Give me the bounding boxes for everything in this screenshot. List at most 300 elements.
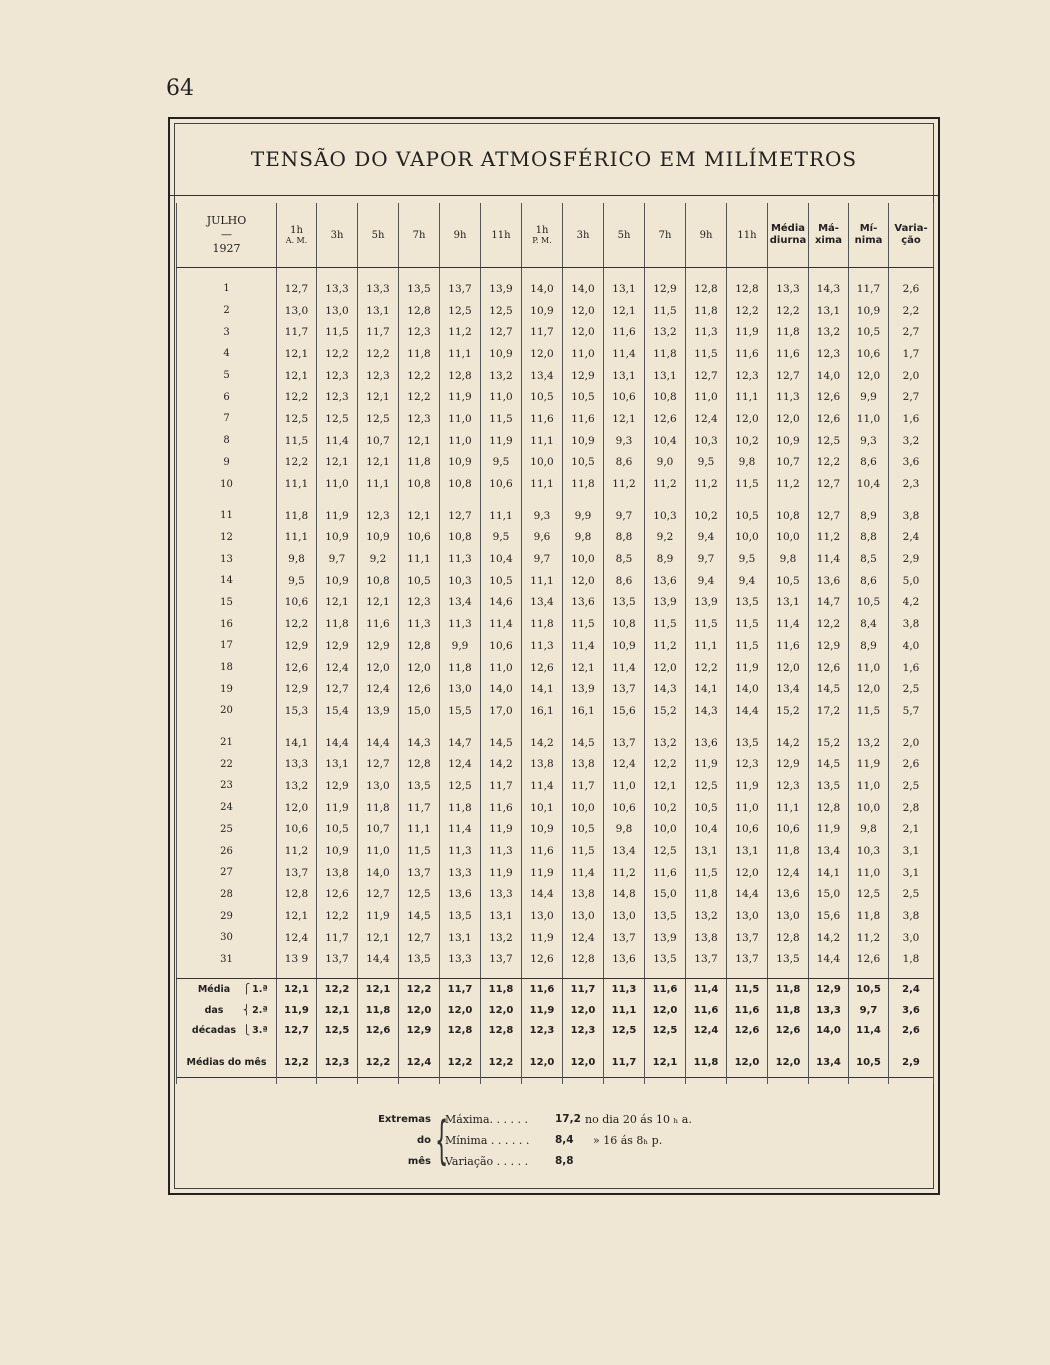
value-cell: 10,3 [645,505,686,527]
value-cell: 10,5 [849,592,889,614]
value-cell: 10,5 [768,570,809,592]
value-cell: 2,7 [889,386,934,408]
value-cell: 2,8 [889,797,934,819]
header-row [177,203,934,268]
day-cell: 26 [177,840,277,862]
value-cell: 10,2 [727,430,768,452]
value-cell: 9,7 [317,548,358,570]
value-cell: 12,0 [727,862,768,884]
value-cell: 11,5 [727,613,768,635]
value-cell: 12,6 [809,386,849,408]
value-cell: 14,4 [358,732,399,754]
table-row [177,775,934,797]
table-row [177,278,934,300]
value-cell: 12,1 [277,365,317,387]
spacer-cell [522,495,563,505]
decade-mean-value: 12,2 [399,979,440,1000]
spacer-cell [399,970,440,979]
decade-mean-value: 12,7 [277,1020,317,1041]
value-cell: 12,6 [849,949,889,971]
month-mean-value: 11,7 [604,1049,645,1078]
value-cell: 17,2 [809,700,849,722]
value-cell: 12,7 [809,505,849,527]
value-cell: 10,1 [522,797,563,819]
spacer-cell [768,268,809,279]
header-col-2 [358,203,399,268]
value-cell: 8,6 [849,570,889,592]
value-cell: 13,0 [358,775,399,797]
table-row [177,949,934,971]
value-cell: 10,9 [481,343,522,365]
value-cell: 12,0 [645,657,686,679]
value-cell: 13,3 [317,278,358,300]
value-cell: 12,5 [481,300,522,322]
spacer-cell [317,1077,358,1084]
value-cell: 5,7 [889,700,934,722]
value-cell: 13,7 [277,862,317,884]
spacer-cell [440,495,481,505]
table-row [177,700,934,722]
value-cell: 10,0 [727,527,768,549]
spacer-cell [440,1041,481,1049]
spacer-cell [809,1041,849,1049]
decade-mean-label [177,1000,277,1021]
value-cell: 10,5 [399,570,440,592]
value-cell: 12,3 [399,321,440,343]
value-cell: 11,9 [849,753,889,775]
value-cell: 12,5 [277,408,317,430]
value-cell: 11,3 [399,613,440,635]
spacer-cell [768,1041,809,1049]
value-cell: 11,5 [399,840,440,862]
value-cell: 9,3 [849,430,889,452]
value-cell: 12,2 [768,300,809,322]
header-col-6 [522,203,563,268]
spacer-cell [522,268,563,279]
spacer-cell [481,1041,522,1049]
variacao-value: 8,8 [555,1155,574,1167]
value-cell: 9,5 [686,452,727,474]
value-cell: 11,1 [522,430,563,452]
brace-icon: ⎧ [243,984,251,996]
value-cell: 10,5 [686,797,727,819]
value-cell: 14,3 [645,678,686,700]
value-cell: 13,5 [768,949,809,971]
table-frame [168,117,940,1195]
header-col-9 [645,203,686,268]
value-cell: 11,3 [686,321,727,343]
day-cell: 14 [177,570,277,592]
value-cell: 15,6 [604,700,645,722]
value-cell: 11,4 [563,862,604,884]
decade-mean-value: 12,9 [399,1020,440,1041]
value-cell: 11,0 [604,775,645,797]
day-cell: 8 [177,430,277,452]
value-cell: 11,3 [481,840,522,862]
value-cell: 2,9 [889,548,934,570]
header-col-5-line-0: 11h [491,229,511,241]
table-row [177,657,934,679]
value-cell: 12,1 [399,430,440,452]
value-cell: 10,0 [849,797,889,819]
value-cell: 13,5 [809,775,849,797]
month-mean-value: 11,8 [686,1049,727,1078]
table-row [177,300,934,322]
spacer-cell [645,1041,686,1049]
header-col-12-line-1: diurna [769,235,807,246]
value-cell: 14,5 [399,905,440,927]
header-col-13-line-0: Má- [818,223,839,234]
value-cell: 17,0 [481,700,522,722]
value-cell: 11,9 [358,905,399,927]
minima-label: Mínima . . . . . . [445,1134,530,1147]
day-cell: 12 [177,527,277,549]
decade-mean-value: 11,8 [481,979,522,1000]
value-cell: 13,1 [604,278,645,300]
value-cell: 12,2 [277,386,317,408]
decade-mean-value: 12,1 [358,979,399,1000]
spacer-cell [809,970,849,979]
value-cell: 11,0 [849,862,889,884]
value-cell: 14,0 [358,862,399,884]
spacer-cell [440,1077,481,1084]
value-cell: 12,6 [809,408,849,430]
month-mean-value: 12,2 [481,1049,522,1078]
decade-mean-value: 12,5 [604,1020,645,1041]
spacer-cell [440,268,481,279]
spacer-cell [809,722,849,732]
value-cell: 10,6 [849,343,889,365]
value-cell: 4,0 [889,635,934,657]
decade-mean-value: 11,8 [768,1000,809,1021]
value-cell: 9,8 [727,452,768,474]
value-cell: 14,5 [809,678,849,700]
value-cell: 11,3 [522,635,563,657]
spacer-cell [563,268,604,279]
value-cell: 10,7 [358,819,399,841]
value-cell: 11,9 [317,797,358,819]
decade-label-text: das [204,1004,224,1016]
value-cell: 12,0 [399,657,440,679]
value-cell: 14,2 [768,732,809,754]
value-cell: 13,2 [809,321,849,343]
value-cell: 12,6 [317,884,358,906]
value-cell: 13,4 [522,365,563,387]
header-col-6-line-1: P. M. [532,236,552,245]
spacer-cell [177,722,277,732]
value-cell: 8,9 [849,505,889,527]
value-cell: 14,5 [481,732,522,754]
value-cell: 13,5 [604,592,645,614]
value-cell: 11,5 [645,300,686,322]
spacer-cell [768,495,809,505]
value-cell: 13,8 [563,753,604,775]
value-cell: 9,4 [686,527,727,549]
value-cell: 12,7 [317,678,358,700]
value-cell: 2,6 [889,278,934,300]
spacer-cell [177,495,277,505]
value-cell: 11,5 [645,613,686,635]
value-cell: 11,5 [317,321,358,343]
spacer-cell [645,722,686,732]
value-cell: 13,5 [645,949,686,971]
value-cell: 11,8 [399,452,440,474]
spacer-cell [277,268,317,279]
decade-mean-value: 12,0 [563,1000,604,1021]
value-cell: 12,9 [358,635,399,657]
month-mean-value: 12,0 [563,1049,604,1078]
value-cell: 2,4 [889,527,934,549]
spacer-cell [849,1041,889,1049]
decade-mean-label [177,1020,277,1041]
table-row [177,548,934,570]
value-cell: 13,5 [399,949,440,971]
value-cell: 11,2 [768,473,809,495]
value-cell: 16,1 [522,700,563,722]
decade-mean-value: 11,5 [727,979,768,1000]
value-cell: 11,5 [481,408,522,430]
value-cell: 11,7 [358,321,399,343]
value-cell: 10,8 [440,527,481,549]
value-cell: 14,0 [522,278,563,300]
spacer-cell [317,495,358,505]
spacer-row [177,268,934,279]
decade-mean-value: 12,2 [317,979,358,1000]
spacer-cell [358,722,399,732]
decade-mean-value: 11,4 [849,1020,889,1041]
table-row [177,840,934,862]
value-cell: 11,4 [481,613,522,635]
value-cell: 13,7 [727,927,768,949]
spacer-cell [277,970,317,979]
value-cell: 10,9 [563,430,604,452]
value-cell: 12,7 [440,505,481,527]
spacer-cell [849,268,889,279]
value-cell: 12,0 [563,300,604,322]
table-row [177,862,934,884]
spacer-cell [399,268,440,279]
value-cell: 10,7 [358,430,399,452]
value-cell: 12,4 [358,678,399,700]
value-cell: 12,2 [727,300,768,322]
value-cell: 13,8 [686,927,727,949]
value-cell: 10,6 [727,819,768,841]
value-cell: 12,2 [277,452,317,474]
header-col-2-line-0: 5h [371,229,385,241]
value-cell: 13,3 [440,862,481,884]
spacer-cell [768,1077,809,1084]
value-cell: 9,8 [563,527,604,549]
value-cell: 13,6 [686,732,727,754]
value-cell: 11,9 [727,321,768,343]
value-cell: 11,1 [686,635,727,657]
decade-mean-value: 12,0 [440,1000,481,1021]
value-cell: 10,0 [645,819,686,841]
table-row [177,343,934,365]
value-cell: 10,0 [563,797,604,819]
decade-mean-value: 11,3 [604,979,645,1000]
header-col-14 [849,203,889,268]
value-cell: 3,8 [889,613,934,635]
header-col-1 [317,203,358,268]
value-cell: 13,7 [604,678,645,700]
header-month-year [177,203,277,268]
spacer-cell [727,495,768,505]
value-cell: 11,1 [399,548,440,570]
header-col-13-line-1: xima [814,235,843,246]
value-cell: 12,7 [686,365,727,387]
value-cell: 12,4 [277,927,317,949]
value-cell: 10,3 [686,430,727,452]
value-cell: 13,0 [277,300,317,322]
decade-mean-value: 11,6 [522,979,563,1000]
value-cell: 12,3 [358,505,399,527]
value-cell: 12,1 [358,386,399,408]
spacer-row [177,1077,934,1084]
value-cell: 11,4 [809,548,849,570]
spacer-cell [317,1041,358,1049]
header-col-3 [399,203,440,268]
value-cell: 3,8 [889,905,934,927]
value-cell: 11,2 [440,321,481,343]
value-cell: 14,0 [809,365,849,387]
table-row [177,408,934,430]
value-cell: 13,3 [768,278,809,300]
decade-mean-value: 11,6 [727,1000,768,1021]
day-cell: 23 [177,775,277,797]
value-cell: 13,5 [727,592,768,614]
value-cell: 12,8 [399,635,440,657]
value-cell: 10,3 [849,840,889,862]
value-cell: 11,4 [768,613,809,635]
value-cell: 11,0 [849,775,889,797]
value-cell: 10,8 [440,473,481,495]
day-cell: 10 [177,473,277,495]
value-cell: 10,0 [768,527,809,549]
minima-note: » 16 ás 8ₕ p. [593,1134,663,1147]
value-cell: 2,1 [889,819,934,841]
table-row [177,905,934,927]
value-cell: 11,9 [809,819,849,841]
value-cell: 14,3 [399,732,440,754]
value-cell: 12,9 [645,278,686,300]
value-cell: 11,7 [522,321,563,343]
spacer-cell [727,1077,768,1084]
value-cell: 11,9 [727,775,768,797]
table-row [177,927,934,949]
value-cell: 12,8 [440,365,481,387]
value-cell: 12,4 [440,753,481,775]
spacer-cell [645,268,686,279]
value-cell: 12,5 [358,408,399,430]
value-cell: 10,9 [317,570,358,592]
decade-mean-row [177,979,934,1000]
day-cell: 30 [177,927,277,949]
value-cell: 11,6 [768,343,809,365]
header-col-0 [277,203,317,268]
value-cell: 12,5 [440,775,481,797]
value-cell: 11,0 [317,473,358,495]
spacer-cell [604,268,645,279]
value-cell: 9,5 [727,548,768,570]
spacer-cell [522,1077,563,1084]
value-cell: 12,1 [277,343,317,365]
value-cell: 14,0 [727,678,768,700]
decade-label-text: décadas [191,1025,237,1037]
value-cell: 11,6 [645,862,686,884]
value-cell: 12,6 [809,657,849,679]
header-col-8-line-0: 5h [617,229,631,241]
value-cell: 13 9 [277,949,317,971]
value-cell: 13,6 [768,884,809,906]
table-row [177,527,934,549]
value-cell: 11,9 [317,505,358,527]
decade-mean-value: 11,7 [563,979,604,1000]
value-cell: 13,3 [440,949,481,971]
value-cell: 13,5 [645,905,686,927]
spacer-cell [358,970,399,979]
value-cell: 11,5 [686,613,727,635]
value-cell: 12,8 [686,278,727,300]
value-cell: 12,2 [317,343,358,365]
value-cell: 13,0 [522,905,563,927]
day-cell: 15 [177,592,277,614]
decade-mean-value: 11,9 [277,1000,317,1021]
value-cell: 12,1 [358,927,399,949]
value-cell: 12,5 [645,840,686,862]
value-cell: 9,4 [686,570,727,592]
value-cell: 13,0 [768,905,809,927]
value-cell: 11,9 [727,657,768,679]
header-col-15-line-0: Varia- [894,223,928,234]
value-cell: 9,8 [768,548,809,570]
value-cell: 12,1 [317,452,358,474]
value-cell: 12,8 [277,884,317,906]
spacer-cell [849,495,889,505]
decade-mean-value: 12,3 [563,1020,604,1041]
value-cell: 9,8 [277,548,317,570]
spacer-cell [358,268,399,279]
decade-mean-value: 13,3 [809,1000,849,1021]
value-cell: 2,5 [889,884,934,906]
decade-mean-value: 12,5 [317,1020,358,1041]
value-cell: 11,5 [849,700,889,722]
spacer-cell [277,722,317,732]
value-cell: 12,5 [686,775,727,797]
day-cell: 3 [177,321,277,343]
value-cell: 3,1 [889,862,934,884]
header-col-11 [727,203,768,268]
value-cell: 11,3 [440,613,481,635]
value-cell: 11,6 [563,408,604,430]
value-cell: 12,1 [563,657,604,679]
value-cell: 13,4 [768,678,809,700]
value-cell: 10,9 [440,452,481,474]
value-cell: 11,9 [522,862,563,884]
value-cell: 12,1 [277,905,317,927]
value-cell: 12,0 [768,408,809,430]
value-cell: 11,7 [563,775,604,797]
value-cell: 11,8 [399,343,440,365]
spacer-cell [849,1077,889,1084]
value-cell: 10,4 [686,819,727,841]
day-cell: 21 [177,732,277,754]
value-cell: 11,8 [849,905,889,927]
value-cell: 12,1 [645,775,686,797]
spacer-cell [399,1077,440,1084]
table-row [177,732,934,754]
value-cell: 13,4 [522,592,563,614]
